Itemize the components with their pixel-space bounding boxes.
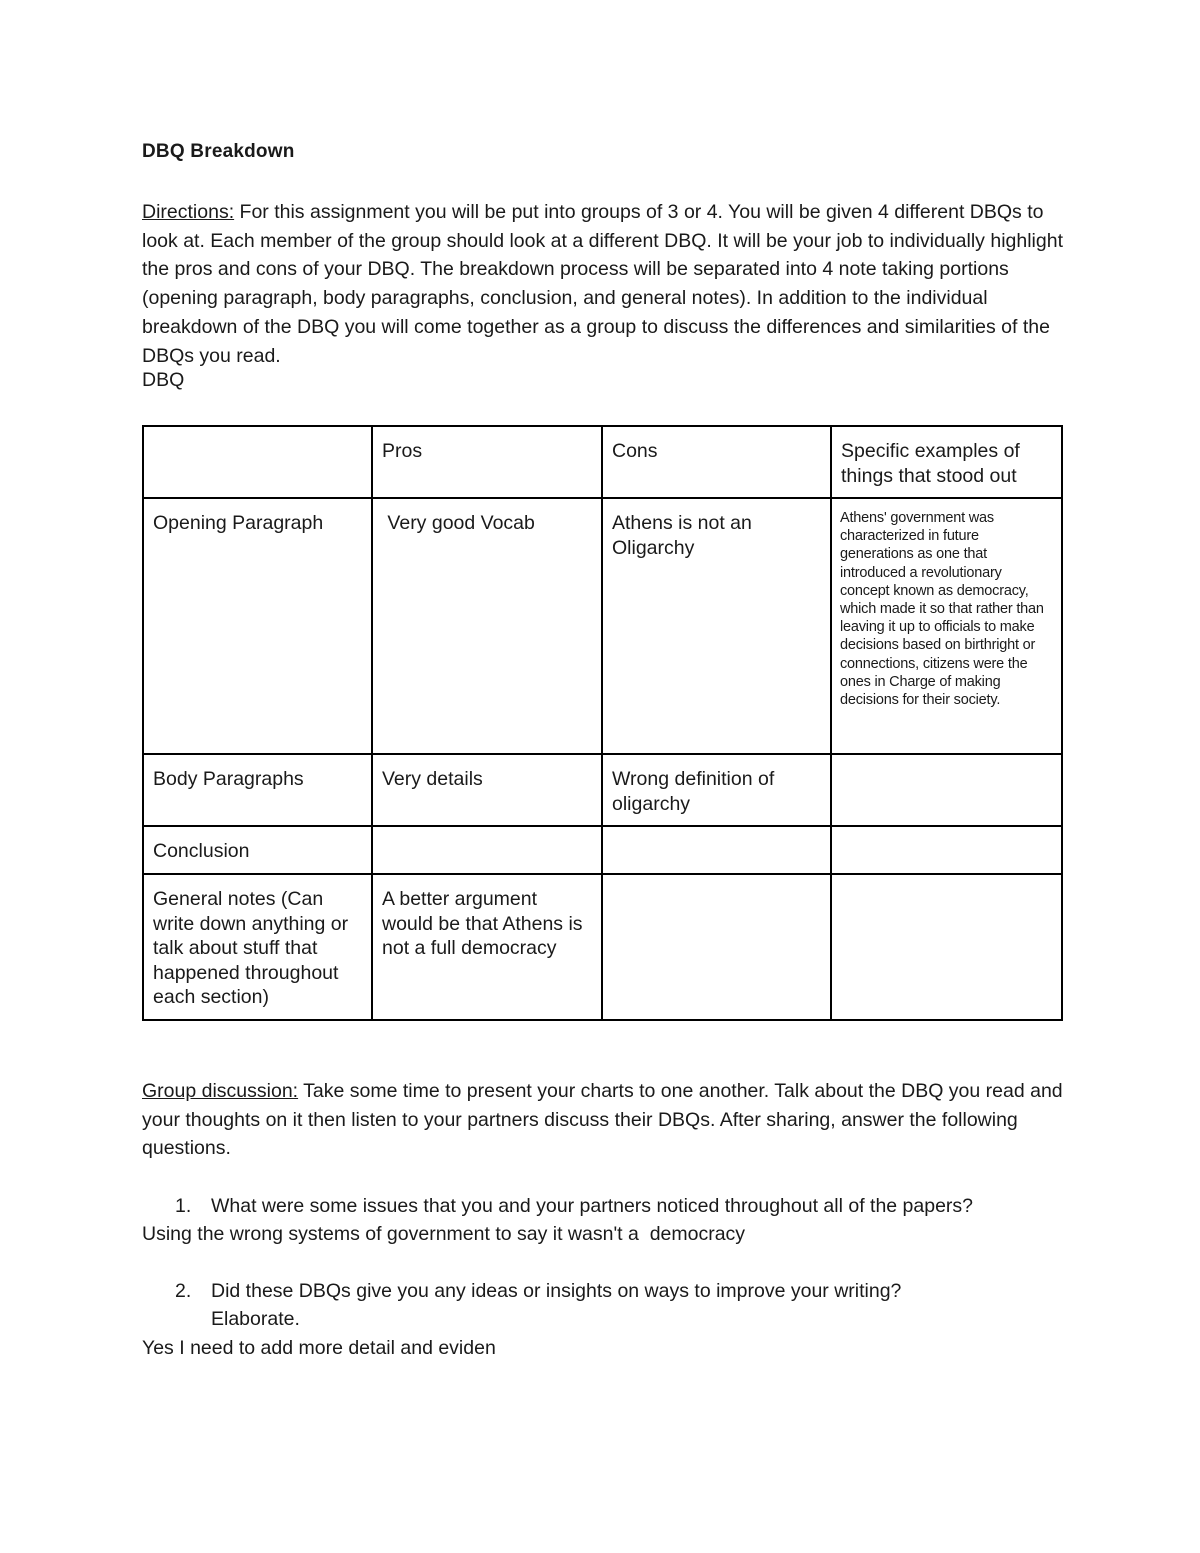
question-1 <box>175 1192 1075 1221</box>
cell-pros[interactable]: A better argument would be that Athens is not a full democracy <box>372 874 602 1020</box>
group-discussion-text: Take some time to present your charts to one another. Talk about the DBQ you read and your thoughts on it then listen to your partners discuss their DBQs. After sharing, answer the following questions. <box>142 1080 1063 1160</box>
cell-cons[interactable]: Wrong definition of oligarchy <box>602 754 831 826</box>
answer-1[interactable]: Using the wrong systems of government to say it wasn't a democracy <box>142 1223 746 1245</box>
table-row <box>143 498 1062 754</box>
cell-cons[interactable]: Athens is not an Oligarchy <box>602 498 831 754</box>
cell-examples[interactable] <box>831 498 1062 754</box>
question-number: 1. <box>175 1195 192 1217</box>
cell-section[interactable]: Body Paragraphs <box>143 754 372 826</box>
directions-label: Directions: <box>142 201 235 223</box>
cell-pros[interactable]: Very details <box>372 754 602 826</box>
dbq-label: DBQ <box>142 369 185 391</box>
page-title: DBQ Breakdown <box>142 141 295 162</box>
question-number: 2. <box>175 1280 192 1302</box>
table-row <box>143 754 1062 826</box>
table-row <box>143 874 1062 1020</box>
header-cell-cons[interactable]: Cons <box>602 426 831 498</box>
cell-examples[interactable] <box>831 874 1062 1020</box>
directions-text: For this assignment you will be put into groups of 3 or 4. You will be given 4 different DBQs to look at. Each member of the group should look at a different DBQ. It will be your job to individually highlight the pros and cons of your DBQ. The breakdown process will be separated into 4 note taking portions (opening paragraph, body paragraphs, conclusion, and general notes). In addition to the individual breakdown of the DBQ you will come together as a group to discuss the differences and similarities of the DBQs you read. <box>142 201 1063 367</box>
directions-paragraph <box>142 198 1072 370</box>
examples-text: Athens' government was characterized in future generations as one that introduced a revolutionary concept known as democracy, which made it so that rather than leaving it up to officials to make decisions based on birthright or connections, citizens were the ones in Charge of making decisions for their society. <box>840 510 1044 709</box>
header-cell-pros[interactable]: Pros <box>372 426 602 498</box>
group-discussion-paragraph <box>142 1077 1072 1163</box>
answer-2[interactable]: Yes I need to add more detail and eviden <box>142 1337 496 1359</box>
question-2 <box>175 1277 1075 1306</box>
question-2-continuation: Elaborate. <box>211 1308 300 1330</box>
question-text: Did these DBQs give you any ideas or insights on ways to improve your writing? <box>211 1280 902 1302</box>
cell-section[interactable]: General notes (Can write down anything or talk about stuff that happened throughout each section) <box>143 874 372 1020</box>
cell-section[interactable]: Opening Paragraph <box>143 498 372 754</box>
group-discussion-label: Group discussion: <box>142 1080 299 1102</box>
cell-section[interactable]: Conclusion <box>143 826 372 874</box>
cell-cons[interactable] <box>602 874 831 1020</box>
header-cell-empty[interactable] <box>143 426 372 498</box>
dbq-breakdown-table <box>142 425 1063 1021</box>
cell-examples[interactable] <box>831 754 1062 826</box>
cell-cons[interactable] <box>602 826 831 874</box>
cell-pros[interactable] <box>372 826 602 874</box>
header-cell-examples[interactable]: Specific examples of things that stood out <box>831 426 1062 498</box>
cell-examples[interactable] <box>831 826 1062 874</box>
table-header-row <box>143 426 1062 498</box>
cell-pros[interactable]: Very good Vocab <box>372 498 602 754</box>
table-row <box>143 826 1062 874</box>
question-text: What were some issues that you and your partners noticed throughout all of the papers? <box>211 1195 974 1217</box>
